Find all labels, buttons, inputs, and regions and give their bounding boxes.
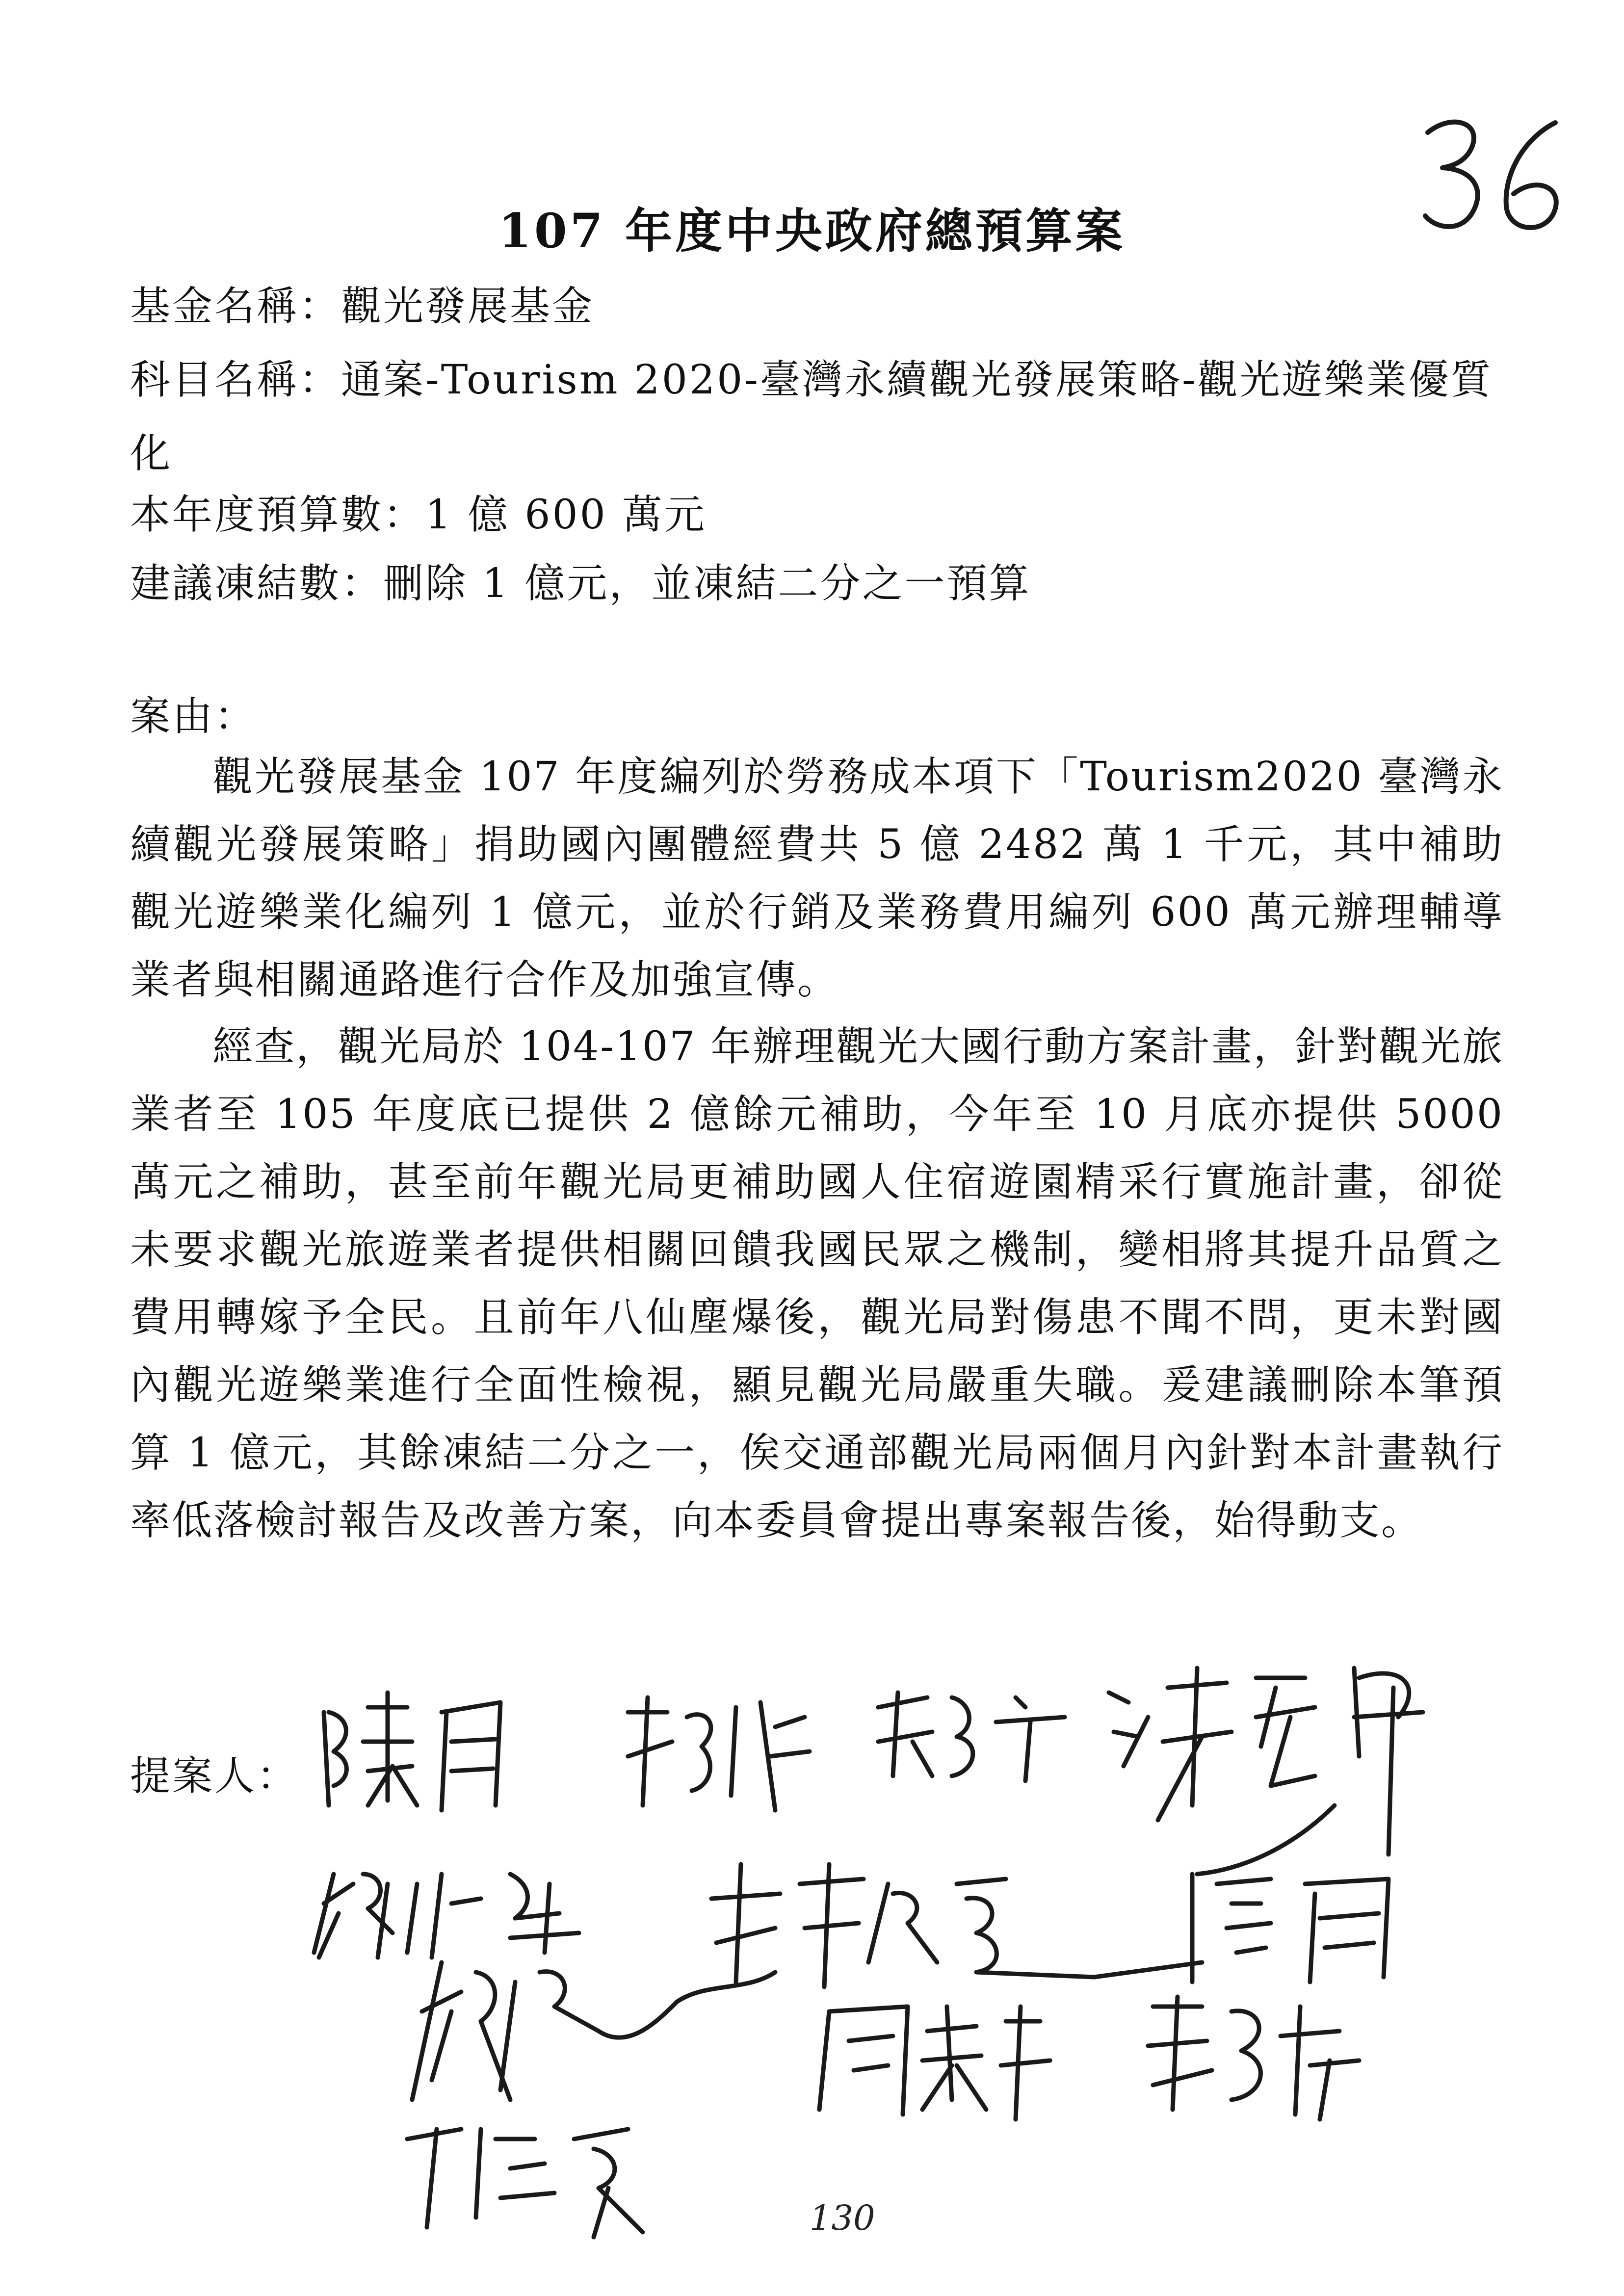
- proposed-freeze-label: 建議凍結數：: [130, 560, 384, 607]
- reason-paragraph-1: 觀光發展基金 107 年度編列於勞務成本項下「Tourism2020 臺灣永續觀光發展策略」捐助國內團體經費共 5 億 2482 萬 1 千元，其中補助觀光遊樂業化編列 1 億元，並於行銷及業務費用編列 600 萬元辦理輔導業者與相關通路進行合作及加強宣傳。: [130, 754, 1504, 1003]
- fund-name-value: 觀光發展基金: [341, 283, 595, 330]
- handwritten-signature: [613, 1688, 819, 1815]
- budget-amount-value: 1 億 600 萬元: [425, 492, 707, 538]
- fund-name-label: 基金名稱：: [130, 283, 341, 330]
- proposed-freeze-line: [130, 547, 1031, 621]
- handwritten-signature: [397, 2110, 692, 2242]
- folio-number: 130: [810, 2198, 875, 2238]
- proposer-label: 提案人：: [130, 1753, 299, 1800]
- fund-name-line: [130, 270, 594, 343]
- handwritten-signature: [1133, 1987, 1379, 2124]
- reason-heading: 案由：: [130, 693, 257, 740]
- subject-name-line: [130, 343, 1504, 491]
- proposed-freeze-value: 刪除 1 億元，並凍結二分之一預算: [383, 560, 1031, 607]
- document-title: 107 年度中央政府總預算案: [498, 203, 1126, 259]
- handwritten-signature: [304, 1854, 608, 1967]
- subject-name-value: 通案-Tourism 2020-臺灣永續觀光發展策略-觀光遊樂業優質化: [130, 357, 1493, 477]
- reason-paragraph-2: 經查，觀光局於 104-107 年辦理觀光大國行動方案計畫，針對觀光旅業者至 105 年度底已提供 2 億餘元補助，今年至 10 月底亦提供 5000 萬元之補助，甚至前年觀光局更補助國人住宿遊園精采行實施計畫，卻從未要求觀光旅遊業者提供相關回饋我國民眾之機制，變相將其提升品質之費用轉嫁予全民。且前年八仙塵爆後，觀光局對傷患不聞不問，更未對國內觀光遊樂業進行全面性檢視，顯見觀光局嚴重失職。爰建議刪除本筆預算 1 億元，其餘凍結二分之一，俟交通部觀光局兩個月內針對本計畫執行率低落檢討報告及改善方案，向本委員會提出專案報告後，始得動支。: [130, 1023, 1504, 1544]
- subject-name-label: 科目名稱：: [130, 357, 341, 403]
- handwritten-signature: [1099, 1658, 1472, 1884]
- budget-amount-line: [130, 478, 707, 552]
- budget-amount-label: 本年度預算數：: [130, 492, 426, 538]
- handwritten-signature: [702, 1854, 1447, 2002]
- handwritten-signature: [810, 1992, 1065, 2129]
- handwritten-signature: [868, 1678, 1079, 1791]
- handwritten-signature: [402, 1953, 805, 2114]
- handwritten-signature: [314, 1683, 569, 1820]
